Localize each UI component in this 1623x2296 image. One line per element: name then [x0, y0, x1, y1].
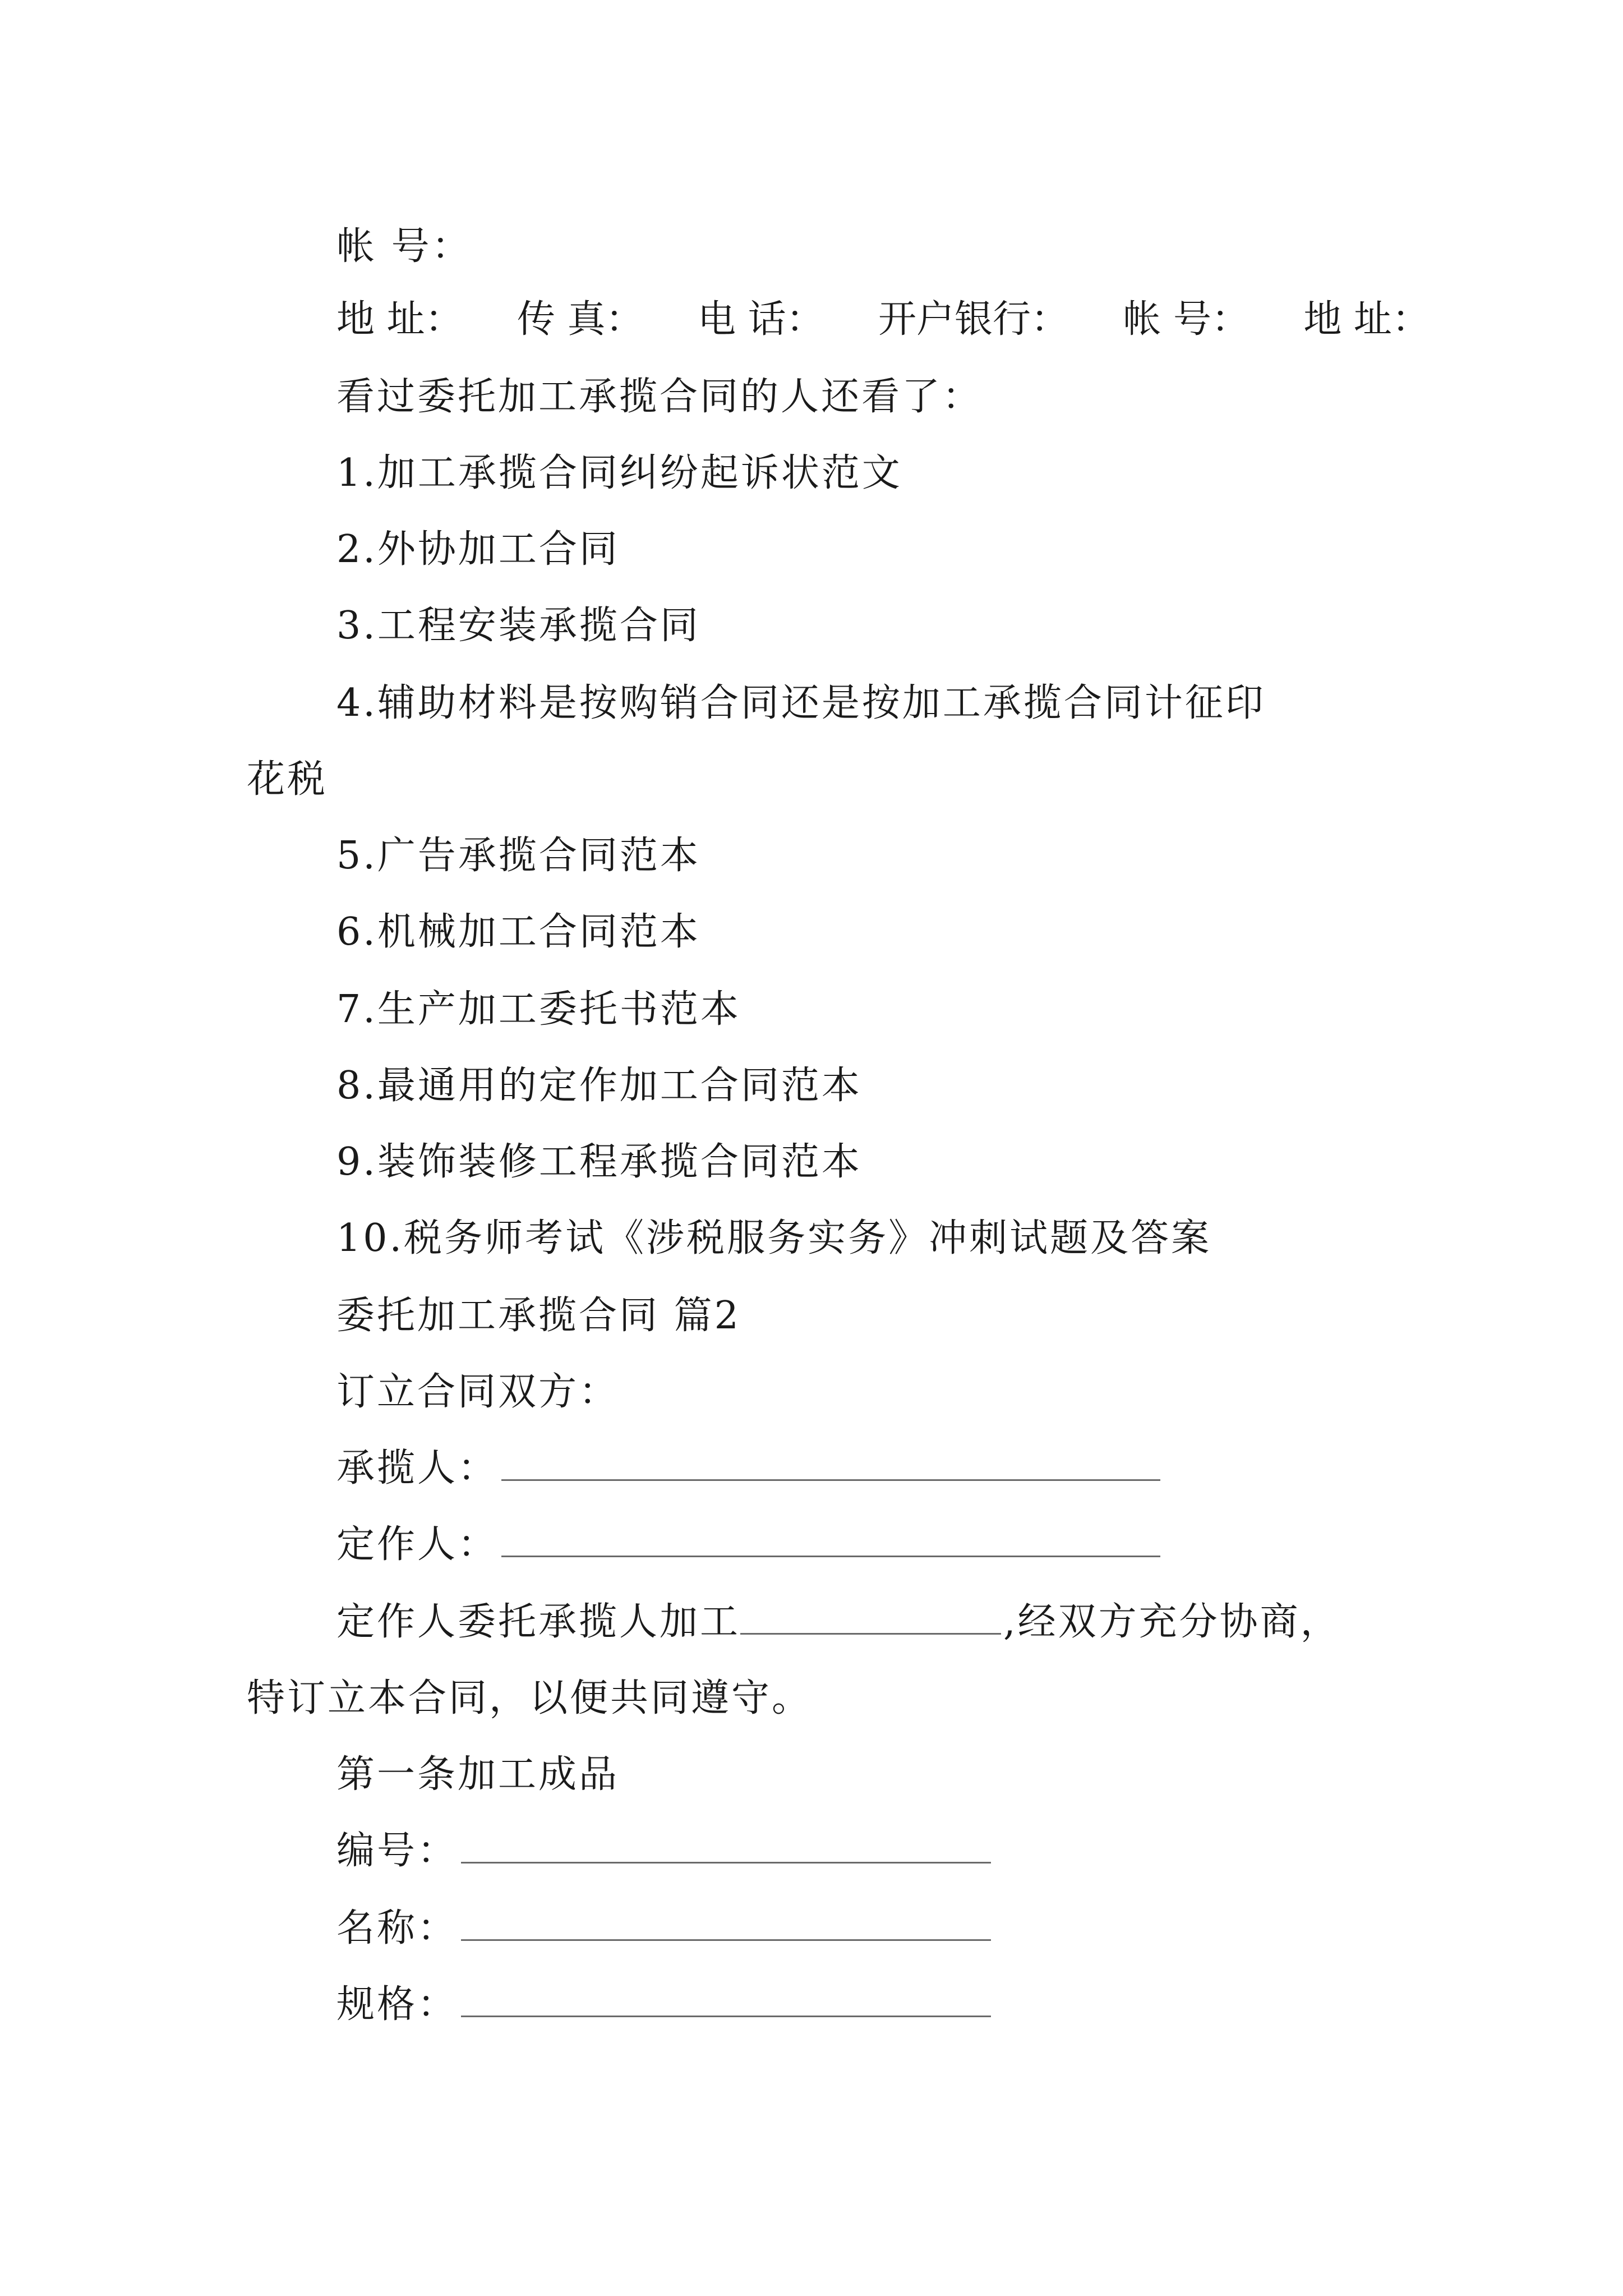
name-blank[interactable] — [461, 1907, 991, 1941]
intro-line — [336, 1600, 1341, 1645]
contractor-row — [336, 1446, 1160, 1491]
related-heading: 看过委托加工承揽合同的人还看了： — [336, 375, 983, 419]
contact-fields-row — [336, 297, 1430, 342]
contractor-label: 承揽人： — [336, 1446, 499, 1490]
spec-blank[interactable] — [461, 1983, 991, 2017]
serial-number-label: 编号： — [336, 1829, 458, 1873]
account-number-text: 帐 号： — [336, 224, 472, 269]
related-item[interactable]: 3.工程安装承揽合同 — [336, 604, 700, 648]
related-item[interactable]: 9.装饰装修工程承揽合同范本 — [336, 1140, 862, 1184]
contractor-blank[interactable] — [501, 1447, 1160, 1481]
parties-heading: 订立合同双方： — [336, 1370, 620, 1414]
intro-text-part1: 定作人委托承揽人加工 — [336, 1600, 741, 1644]
intro-text-part2: ,经双方充分协商， — [1003, 1600, 1341, 1644]
name-label: 名称： — [336, 1906, 458, 1950]
serial-number-blank[interactable] — [461, 1829, 991, 1864]
ordering-party-row — [336, 1522, 1160, 1567]
intro-line-2: 特订立本合同，以便共同遵守。 — [247, 1676, 813, 1720]
fax-label: 传 真： — [517, 297, 644, 342]
account-label: 帐 号： — [1123, 297, 1249, 342]
processed-item-blank[interactable] — [740, 1600, 1001, 1635]
related-item[interactable]: 8.最通用的定作加工合同范本 — [336, 1064, 862, 1108]
related-item[interactable]: 10.税务师考试《涉税服务实务》冲刺试题及答案 — [336, 1216, 1212, 1260]
related-item[interactable]: 5.广告承揽合同范本 — [336, 834, 700, 878]
related-item-continued[interactable]: 花税 — [247, 757, 328, 802]
name-row — [336, 1906, 991, 1951]
ordering-party-label: 定作人： — [336, 1522, 499, 1567]
related-item[interactable]: 2.外协加工合同 — [336, 527, 620, 572]
related-item[interactable]: 6.机械加工合同范本 — [336, 910, 700, 954]
bank-label: 开户银行： — [878, 297, 1069, 342]
contract-title: 委托加工承揽合同 篇2 — [336, 1294, 741, 1338]
spec-row — [336, 1982, 991, 2027]
ordering-party-blank[interactable] — [501, 1523, 1160, 1557]
related-item[interactable]: 1.加工承揽合同纠纷起诉状范文 — [336, 451, 902, 495]
related-item[interactable]: 7.生产加工委托书范本 — [336, 987, 741, 1032]
address-label-2: 地 址： — [1303, 297, 1430, 342]
article-1-heading: 第一条加工成品 — [336, 1752, 620, 1797]
spec-label: 规格： — [336, 1982, 458, 2027]
related-item[interactable]: 4.辅助材料是按购销合同还是按加工承揽合同计征印 — [336, 681, 1266, 725]
phone-label: 电 话： — [697, 297, 824, 342]
address-label: 地 址： — [336, 297, 463, 342]
serial-number-row — [336, 1829, 991, 1874]
account-number-label — [336, 224, 472, 269]
